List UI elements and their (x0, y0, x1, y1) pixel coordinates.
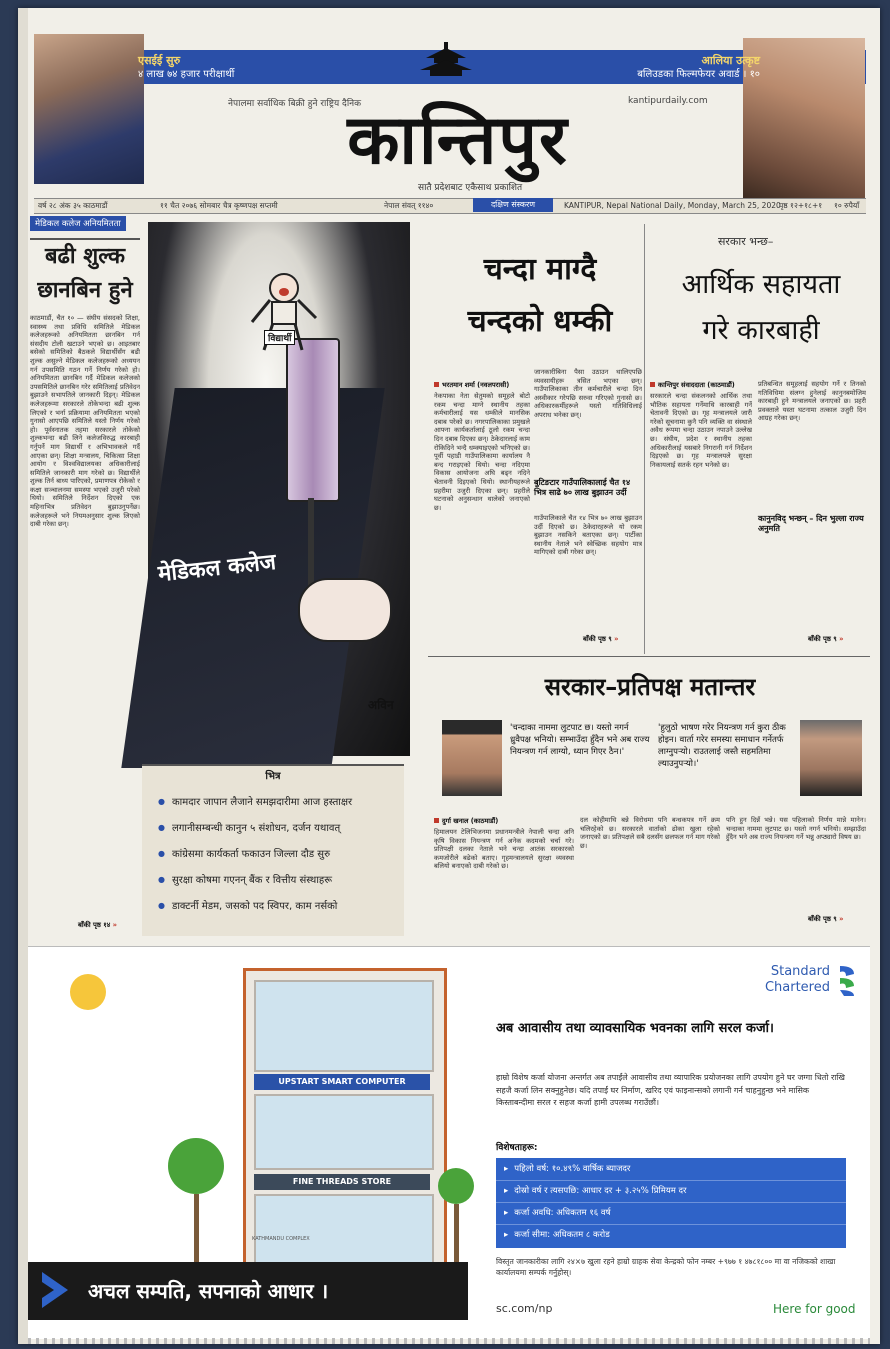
right-story-subhead: कानुनविद् भन्छन् – दिन भुल्ला राज्य अनुमति (758, 514, 864, 533)
right-story-kicker: सरकार भन्छ– (718, 235, 774, 248)
masthead-website[interactable]: kantipurdaily.com (628, 96, 708, 106)
dateline-era: नेपाल संवत् ११४० (384, 201, 434, 210)
standard-chartered-logo[interactable] (760, 964, 830, 996)
cartoon-student-label: विद्यार्थी (264, 330, 295, 345)
ad-headline: अब आवासीय तथा व्यावसायिक भवनका लागि सरल कर्जा। (496, 1021, 774, 1036)
building-window-top (254, 980, 434, 1072)
promo-right[interactable] (637, 54, 760, 81)
ad-feature-item: ▸ कर्जा सीमा: अधिकतम ८ करोड (496, 1224, 846, 1246)
tree-icon (438, 1168, 474, 1204)
promo-left-text: ४ लाख ७४ हजार परीक्षार्थी (138, 69, 235, 80)
ad-url[interactable]: sc.com/np (496, 1302, 553, 1315)
inside-title: भित्र (265, 771, 281, 782)
promo-left[interactable] (138, 54, 234, 81)
standard-chartered-mark-icon (836, 962, 858, 998)
inside-item[interactable]: ● कांग्रेसमा कार्यकर्ता फकाउन जिल्ला दौड सुरु (158, 842, 408, 868)
center-headline-line-1: चन्दा माग्दै (483, 252, 597, 287)
inside-item[interactable]: ● कामदार जापान लैजाने समझदारीमा आज हस्ताक्षर (158, 790, 408, 816)
dateline-pages: पृष्ठ १२+१८+१ (779, 201, 823, 210)
syringe-icon (286, 338, 340, 502)
page-left-edge (18, 8, 28, 1344)
building-window-bottom (254, 1194, 434, 1264)
dateline-date: ११ चैत २०७६ सोमबार चैत्र कृष्णपक्ष सप्तमी (160, 201, 278, 210)
left-story-continued[interactable]: बाँकी पृष्ठ १४ » (78, 920, 117, 929)
page-bottom-border (28, 1338, 870, 1344)
cartoon-sleeve-label: मेडिकल कलेज (156, 549, 278, 588)
tree-trunk (194, 1194, 199, 1262)
building-window-middle (254, 1094, 434, 1170)
ad-features-box (496, 1158, 846, 1248)
center-story-continued[interactable]: बाँकी पृष्ठ ९ » (583, 634, 619, 643)
ad-slogan: अचल सम्पति, सपनाको आधार । (88, 1279, 329, 1303)
bottom-story-byline: दुर्गा खनाल (काठमाडौं) (434, 816, 498, 825)
brand-name: Standard Chartered (764, 964, 830, 995)
right-story-byline: कान्तिपुर संवाददाता (काठमाडौं) (650, 380, 735, 389)
right-story-continued[interactable]: बाँकी पृष्ठ ९ » (808, 634, 844, 643)
inside-item[interactable]: ● लगानीसम्बन्धी कानुन ५ संशोधन, दर्जन यथावत् (158, 816, 408, 842)
masthead-tagline: नेपालमा सर्वाधिक बिक्री हुने राष्ट्रिय दैनिक (228, 99, 362, 109)
center-story-subhead: बुटिङटार गाउँपालिकालाई चैत १४ भित्र साढे ७० लाख बुझाउन उर्दी (534, 478, 631, 497)
inside-item[interactable]: ● सुरक्षा कोषमा गएनन् बैंक र वित्तीय संस्थाहरू (158, 868, 408, 894)
left-story-body: काठमाडौं, चैत १० — संघीय संसदको शिक्षा, स्वास्थ्य तथा प्रविधि समितिले मेडिकल कलेजहरूको अनियमितता छानबिन गर्न संसदीय टोली खटाउने भएको छ। आइतबार बसेको समितिको बैठकले विद्यार्थीसँग बढी शुल्क असुल्ने मेडिकल कलेजहरूको अध्ययन गर्न उपसमिति गठन गर्ने निर्णय गरेको हो। अनियमितता छानबिन गर्दै मेडिकल कलेजको उपसमितिले छानबिन गरेर समितिलाई प्रतिवेदन बुझाउने सभापतिले जानकारी दिइन्। मेडिकल कलेजहरूमा सरकारले तोकेभन्दा बढी शुल्क लिएको र भर्ना प्रक्रियामा अनियमितता भएको गुनासो आएपछि समितिले यस्तो निर्णय गरेको हो। पूर्वस्नातक तहमा सरकारले तोकेको शुल्कभन्दा बढी लिने कलेजविरुद्ध कारबाही गर्नुपर्ने माग विद्यार्थी र अभिभावकले गर्दै आएका छन्। शिक्षा मन्त्रालय, चिकित्सा शिक्षा आयोग र विश्वविद्यालयका अधिकारीलाई समितिले जानकारी माग गरेको छ। विद्यार्थीले शुल्क तिर्न बाध्य पारिएको, प्रमाणपत्र रोकेको र कक्षा सञ्चालनमा समस्या भएको उजुरी परेको थियो। समितिले निर्देशन दिएको एक महिनाभित्र प्रतिवेदन बुझाउनुपर्नेछ। कलेजहरूले भने नियमअनुसार शुल्क लिएको दाबी गरेका छन्। (30, 314, 140, 529)
cartoon-hand (298, 578, 392, 642)
center-story-headline[interactable] (430, 244, 650, 348)
right-headline-line-2: गरे कारबाही (702, 315, 820, 346)
student-figure-icon (244, 270, 324, 360)
ad-tagline: Here for good (773, 1302, 856, 1316)
ad-contact-note: विस्तृत जानकारीका लागि २४×७ खुला रहने हाम्रो ग्राहक सेवा केन्द्रको फोन नम्बर +९७७ १ ४७८१८०० मा वा नजिकको शाखा कार्यालयमा सम्पर्क गर्नुहोस्। (496, 1257, 836, 1277)
dateline-english: KANTIPUR, Nepal National Daily, Monday, March 25, 2020 (564, 201, 781, 210)
masthead-subtitle: सातै प्रदेशबाट एकैसाथ प्रकाशित (418, 183, 523, 193)
tree-trunk (454, 1204, 459, 1262)
right-story-headline[interactable] (646, 262, 876, 354)
left-story-headline[interactable]: बढी शुल्क छानबिन हुने (30, 238, 140, 308)
ad-body: हाम्रो विशेष कर्जा योजना अन्तर्गत अब तपाईंले आवासीय तथा व्यापारिक प्रयोजनका लागि उपयोग हुने घर जग्गा धितो राखि सहजै कर्जा लिन सक्नुहुनेछ। यदि तपाईं घर निर्माण, खरिद एवं फाइनान्सको लगानी गर्न चाहनुहुन्छ भने मासिक किस्ताबन्दीमा सरल र सहज कर्जा हामी उपलब्ध गराउँछौं। (496, 1073, 845, 1107)
bottom-story-body-a: हिमालयन टेलिभिजनमा प्रधानमन्त्रीले नेपाली चन्दा अनि कृषि विकास नियन्त्रण गर्न अनेक कदमको चर्चा गरे। प्रतिपक्षी दलका नेताले भने चन्दा आतंक सरकारको कमजोरीले बढेको बताए। गृहमन्त्रालयले सुरक्षा व्यवस्था बलियो बनाएको दाबी गरेको छ। (434, 828, 574, 871)
bottom-quote-left: 'चन्दाका नाममा लुटपाट छ। यस्तो नगर्न ध्रुवैपक्ष भनियो। सम्भाउँदा हुँदैन भने अब राज्य नियन्त्रण गर्न लाग्यो, ध्यान गिएर ठैन।' (510, 723, 650, 757)
center-story-byline: भरतमान शर्मा (नवलपरासी) (434, 380, 509, 389)
bottom-story-body-c: पनि हुन दिन्नँ भन्ने। यस पहिलाको निर्णय मान्ने मानेन। चन्दाका नाममा लुटपाट छ। यस्तो नगर्न भनियो। सम्झाउँदा हुँदैन भने अब राज्य नियन्त्रण गर्ने भन्नु अप्ठ्यारो विषय छ। (726, 816, 866, 842)
newspaper-page (18, 8, 880, 1344)
chevron-right-icon (38, 1270, 72, 1310)
opposition-leader-photo (800, 720, 862, 796)
promo-left-title: एसईई सुरु (138, 54, 181, 67)
inside-item[interactable]: ● डाक्टर्नी मेडम, जसको पद स्विपर, काम नर्सको (158, 894, 408, 920)
cartoonist-signature: अविन (368, 698, 394, 712)
pagoda-logo-icon (416, 42, 476, 82)
column-divider (644, 224, 645, 654)
bottom-story-body-b: दल कोहीमाथि बन्ने विरोधमा पनि बन्धकपत्र गर्ने क्रम चलिरहेको छ। सरकारले वार्ताको ढोका खुला रहेको जनाएको छ। प्रतिपक्षले सबै दलसँग छलफल गर्न माग गरेको छ। (580, 816, 720, 850)
center-story-body-a: नेकपाका नेता सेतुमको समूहले बोटो रकम चन्दा माग्ने स्थानीय तहका कर्मचारीलाई यस धम्कीले मानसिक दबाब परेको छ। नगरपालिकाका प्रमुखले आफ्ना कार्यकर्तालाई ठूलो रकम चन्दा दिन दबाब दिएका छन्। ठेकेदारलाई काम रोकिदिने भन्दै धम्क्याइएको भनिएको छ। पूर्वी पहाडी गाउँपालिकामा कार्यालय नै बन्द गराइएको थियो। चन्दा नदिएमा विकास आयोजना अघि बढ्न नदिने चेतावनी दिइएको थियो। स्थानीयहरूले प्रहरीमा उजुरी दिएका छन्। प्रहरीले घटनाको अनुसन्धान थालेको जनाएको छ। (434, 392, 530, 512)
bottom-quote-right: 'हुलुठो भाषण गरेर नियन्त्रण गर्न कुरा ठीक होइन। वार्ता गरेर समस्या समाधान गर्नेतर्फ लाग्नुपर्‍यो। राउतलाई जस्तै सहमतिमा ल्याउनुपर्‍यो।' (658, 723, 786, 769)
promo-right-title: आलिया उत्कृष्ट (701, 54, 760, 67)
building-sign-1: UPSTART SMART COMPUTER (254, 1074, 430, 1090)
masthead-title: कान्तिपुर (347, 100, 569, 180)
edition-badge: दक्षिण संस्करण (473, 198, 553, 212)
right-headline-line-1: आर्थिक सहायता (681, 269, 841, 300)
center-story-body-b: जानकारीबिना पैसा उठाउन थालिएपछि व्यवसायीहरू त्रसित भएका छन्। गाउँपालिकाका तीन कर्मचारीले चन्दा दिन अस्वीकार गरेपछि सरुवा गरिएको गुनासो छ। अधिकारकर्मीहरूले यस्तो गतिविधिलाई अपराध भनेका छन्। (534, 368, 642, 419)
building-sign-2: FINE THREADS STORE (254, 1174, 430, 1190)
bottom-story-headline[interactable]: सरकार–प्रतिपक्ष मतान्तर (544, 673, 756, 701)
right-story-body-b: प्रतिबन्धित समूहलाई सहयोग गर्ने र तिनको गतिविधिमा संलग्न हुनेलाई कानुनबमोजिम कारबाही हुने मन्त्रालयले जनाएको छ। प्रहरी प्रवक्ताले यस्ता घटनामा तत्काल उजुरी दिन आग्रह गरेका छन्। (758, 380, 866, 423)
promo-right-text: बलिउडका फिल्मफेयर अवार्ड । १० (637, 69, 760, 80)
ad-feature-item: ▸ दोस्रो वर्ष र त्यसपछि: आधार दर + ३.२५% प्रिमियम दर (496, 1180, 846, 1203)
building-sign-3: KATHMANDU COMPLEX (252, 1236, 310, 1242)
student-photo (34, 34, 144, 184)
ad-feature-item: ▸ पहिलो वर्ष: १०.४९% वार्षिक ब्याजदर (496, 1158, 846, 1181)
dateline-bar (34, 198, 866, 214)
tree-icon (168, 1138, 224, 1194)
ad-features-title: विशेषताहरू: (496, 1143, 538, 1153)
prime-minister-photo (442, 720, 502, 796)
bottom-story-continued[interactable]: बाँकी पृष्ठ ९ » (808, 914, 844, 923)
center-headline-line-2: चन्दको धम्की (467, 304, 613, 339)
actress-photo (743, 38, 865, 198)
left-story-kicker: मेडिकल कलेज अनियमितता (30, 216, 126, 231)
ad-feature-item: ▸ कर्जा अवधि: अधिकतम १६ वर्ष (496, 1202, 846, 1225)
section-divider (428, 656, 870, 657)
dateline-price: १० रुपैयाँ (834, 201, 860, 210)
inside-list (158, 790, 408, 920)
dateline-volume: वर्ष २८ अंक ३५ काठमाडौं (38, 201, 108, 210)
sun-icon (70, 974, 106, 1010)
center-story-body-c: गाउँपालिकाले चैत १४ भित्र ७० लाख बुझाउन उर्दी दिएको छ। ठेकेदारहरूले यो रकम बुझाउन नसकिने बताएका छन्। पार्टीका स्थानीय नेताले भने स्वेच्छिक सहयोग मात्र मागिएको दाबी गरेका छन्। (534, 514, 642, 557)
right-story-body-a: सरकारले चन्दा संकलनको आर्थिक तथा भौतिक सहायता गर्नेमाथि कारबाही गर्ने चेतावनी दिएको छ। गृह मन्त्रालयले जारी गरेको सूचनामा कुनै पनि व्यक्ति वा संस्थाले अवैध रूपमा चन्दा उठाउन नपाउने उल्लेख छ। संघीय, प्रदेश र स्थानीय तहका अधिकारीलाई यसबारे निगरानी गर्न निर्देशन दिइएको छ। गृह मन्त्रालयले सुरक्षा निकायलाई सतर्क रहन भनेको छ। (650, 392, 752, 469)
